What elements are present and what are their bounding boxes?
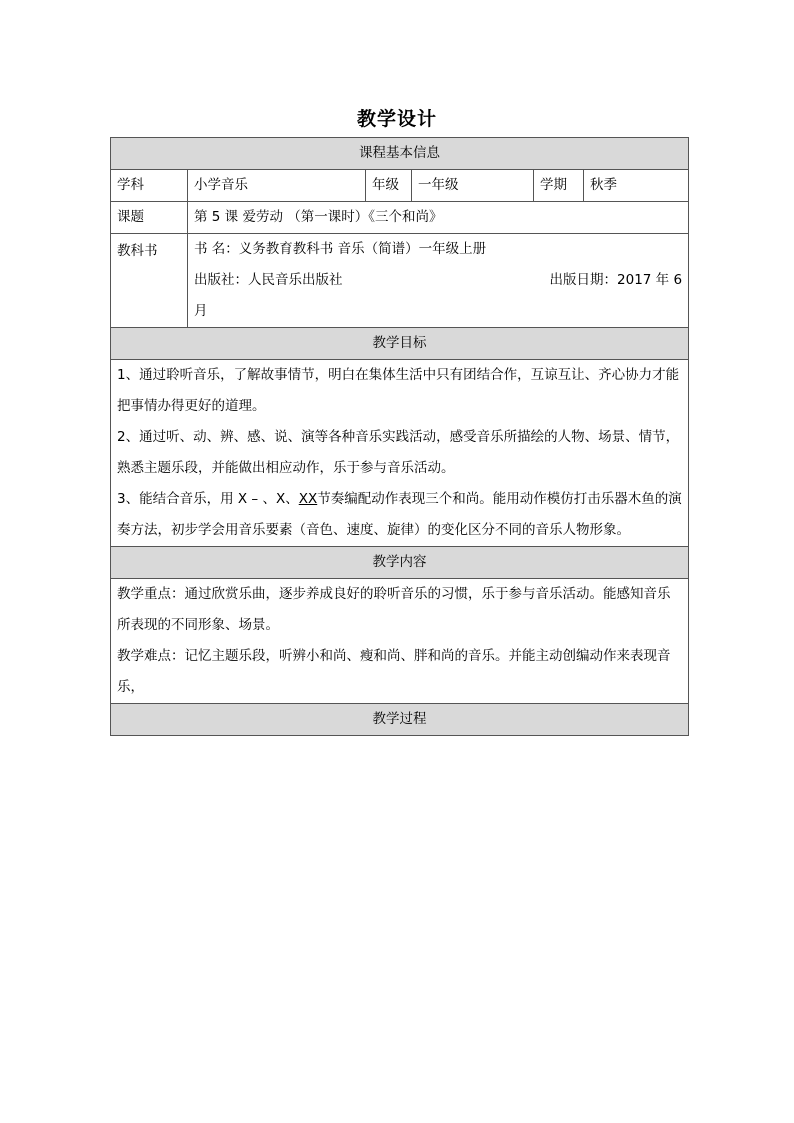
section-row-objectives xyxy=(111,328,689,360)
objective-item-3-rhythm: XX xyxy=(298,491,318,507)
content-body xyxy=(111,579,689,704)
objective-item-1: 1、通过聆听音乐，了解故事情节，明白在集体生活中只有团结合作，互谅互让、齐心协力才能把事情办得更好的道理。 xyxy=(117,367,680,414)
content-key-points: 教学重点：通过欣赏乐曲，逐步养成良好的聆听音乐的习惯，乐于参与音乐活动。能感知音乐所表现的不同形象、场景。 xyxy=(117,586,671,633)
content-difficulties: 教学难点：记忆主题乐段，听辨小和尚、瘦和尚、胖和尚的音乐。并能主动创编动作来表现音乐， xyxy=(117,648,671,695)
objectives-body xyxy=(111,360,689,547)
section-row-basic-info xyxy=(111,138,689,170)
lesson-plan-table xyxy=(110,137,689,736)
section-row-content xyxy=(111,547,689,579)
document-title: 教学设计 xyxy=(356,108,437,130)
topic-label: 课题 xyxy=(111,202,188,234)
textbook-pub-date: 出版日期：2017 年 6 xyxy=(549,272,683,288)
content-row xyxy=(111,579,689,704)
grade-label: 年级 xyxy=(366,170,412,202)
section-header-basic-info: 课程基本信息 xyxy=(111,138,689,170)
subject-value: 小学音乐 xyxy=(188,170,366,202)
objective-item-3-part-b: 节奏编配动作表现三个和尚。能用动作模仿打击乐器木鱼的演奏方法，初步学会用音乐要素（音色、速度、旋律）的变化区分不同的音乐人物形象。 xyxy=(117,491,682,538)
info-row-topic xyxy=(111,202,689,234)
textbook-name: 书 名：义务教育教科书 音乐（简谱）一年级上册 xyxy=(194,241,487,257)
objective-item-2: 2、通过听、动、辨、感、说、演等各种音乐实践活动，感受音乐所描绘的人物、场景、情节，熟悉主题乐段，并能做出相应动作，乐于参与音乐活动。 xyxy=(117,429,680,476)
objective-item-3-part-a: 3、能结合音乐，用 X – 、X、 xyxy=(117,491,299,507)
info-row-subject xyxy=(111,170,689,202)
textbook-pub-date-cont: 月 xyxy=(194,303,208,319)
section-row-process xyxy=(111,704,689,736)
textbook-publisher: 出版社：人民音乐出版社 xyxy=(194,272,343,288)
term-label: 学期 xyxy=(534,170,584,202)
textbook-details xyxy=(188,234,689,328)
objective-item-3 xyxy=(117,484,682,546)
section-header-objectives: 教学目标 xyxy=(111,328,689,360)
section-header-content: 教学内容 xyxy=(111,547,689,579)
topic-value: 第 5 课 爱劳动 （第一课时）《三个和尚》 xyxy=(188,202,689,234)
textbook-publisher-line xyxy=(194,265,682,296)
textbook-label: 教科书 xyxy=(111,234,188,328)
info-row-textbook xyxy=(111,234,689,328)
grade-value: 一年级 xyxy=(412,170,534,202)
section-header-process: 教学过程 xyxy=(111,704,689,736)
term-value: 秋季 xyxy=(584,170,689,202)
objectives-row xyxy=(111,360,689,547)
subject-label: 学科 xyxy=(111,170,188,202)
